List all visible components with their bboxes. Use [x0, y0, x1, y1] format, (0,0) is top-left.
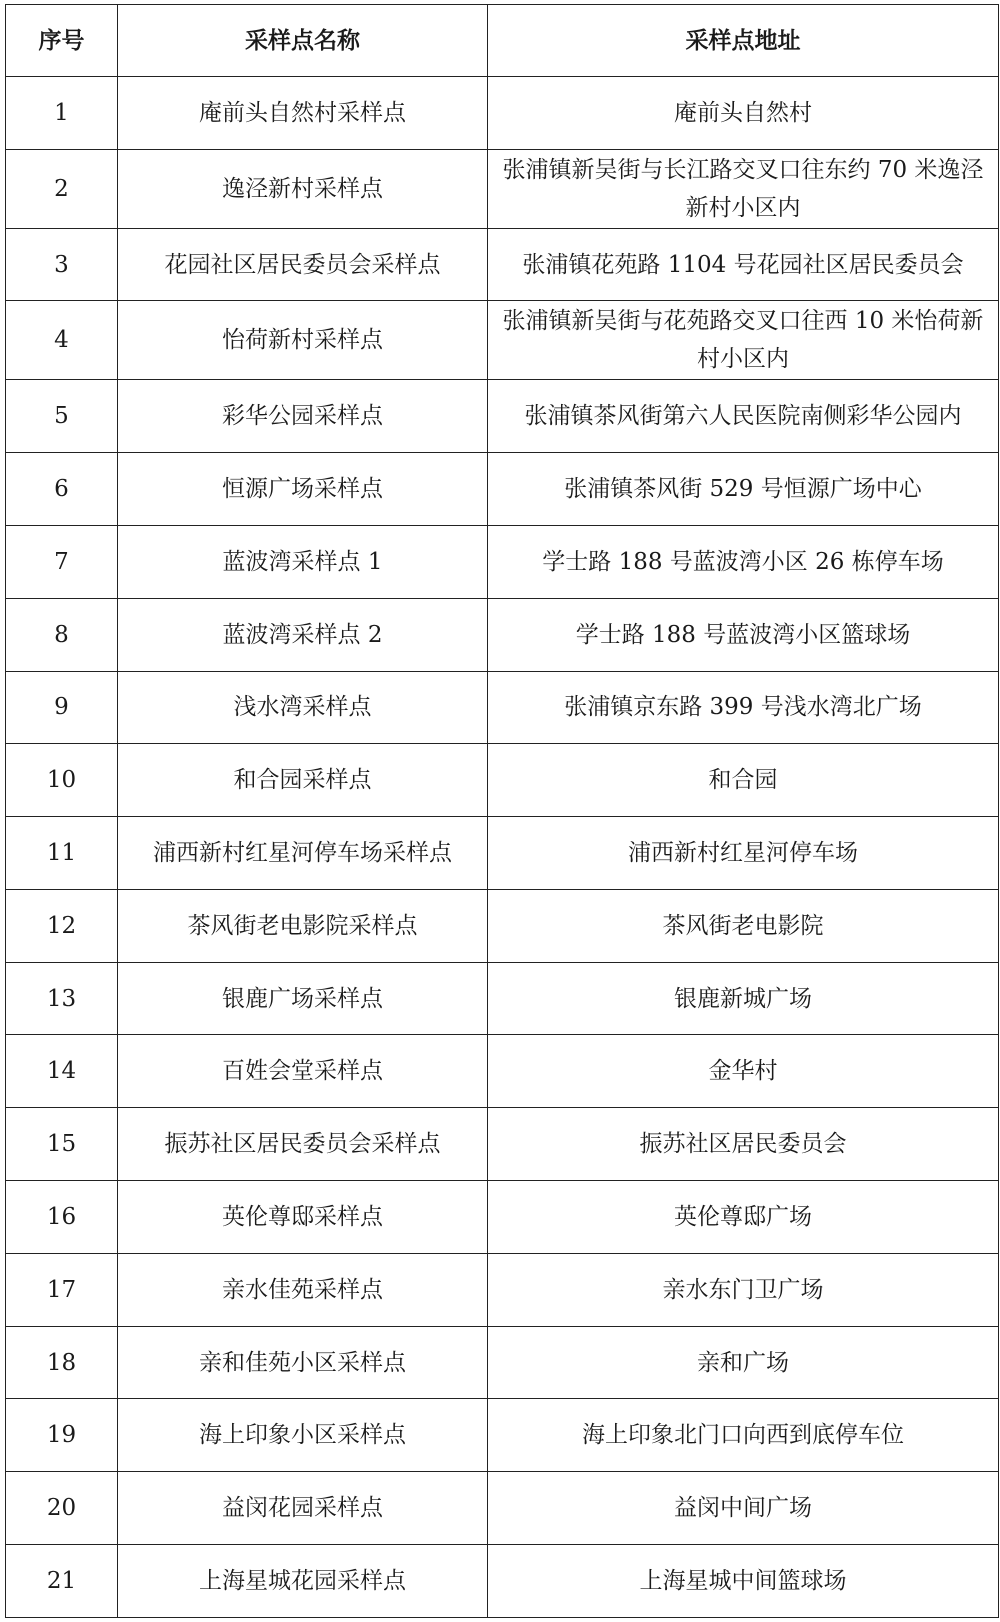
header-name: 采样点名称: [118, 5, 488, 77]
row-name: 逸泾新村采样点: [118, 149, 488, 228]
row-address: 张浦镇花苑路 1104 号花园社区居民委员会: [488, 228, 999, 301]
row-name: 恒源广场采样点: [118, 453, 488, 526]
row-no: 20: [6, 1472, 118, 1545]
row-address: 和合园: [488, 744, 999, 817]
row-name: 彩华公园采样点: [118, 380, 488, 453]
row-address: 银鹿新城广场: [488, 962, 999, 1035]
table-row: [6, 1472, 999, 1545]
row-name: 亲水佳苑采样点: [118, 1253, 488, 1326]
row-name: 银鹿广场采样点: [118, 962, 488, 1035]
row-address: 学士路 188 号蓝波湾小区 26 栋停车场: [488, 525, 999, 598]
table-row: [6, 1253, 999, 1326]
row-name: 浅水湾采样点: [118, 671, 488, 744]
row-no: 3: [6, 228, 118, 301]
table-row: [6, 453, 999, 526]
table-row: [6, 228, 999, 301]
row-address: 张浦镇京东路 399 号浅水湾北广场: [488, 671, 999, 744]
row-address: 张浦镇新吴街与长江路交叉口往东约 70 米逸泾新村小区内: [488, 149, 999, 228]
table-row: [6, 1035, 999, 1108]
row-name: 怡荷新村采样点: [118, 301, 488, 380]
header-address: 采样点地址: [488, 5, 999, 77]
row-address: 海上印象北门口向西到底停车位: [488, 1399, 999, 1472]
table-row: [6, 301, 999, 380]
row-address: 振苏社区居民委员会: [488, 1108, 999, 1181]
row-no: 1: [6, 77, 118, 150]
row-address: 庵前头自然村: [488, 77, 999, 150]
row-name: 蓝波湾采样点 1: [118, 525, 488, 598]
row-name: 上海星城花园采样点: [118, 1545, 488, 1618]
table-row: [6, 1181, 999, 1254]
row-no: 19: [6, 1399, 118, 1472]
row-name: 庵前头自然村采样点: [118, 77, 488, 150]
sampling-sites-table: [5, 4, 999, 1618]
table-row: [6, 1399, 999, 1472]
row-name: 花园社区居民委员会采样点: [118, 228, 488, 301]
table-row: [6, 962, 999, 1035]
row-address: 上海星城中间篮球场: [488, 1545, 999, 1618]
row-no: 2: [6, 149, 118, 228]
table-header-row: [6, 5, 999, 77]
table-row: [6, 1108, 999, 1181]
row-address: 茶风街老电影院: [488, 889, 999, 962]
row-no: 21: [6, 1545, 118, 1618]
row-no: 6: [6, 453, 118, 526]
table-row: [6, 598, 999, 671]
row-no: 13: [6, 962, 118, 1035]
table-row: [6, 77, 999, 150]
row-address: 学士路 188 号蓝波湾小区篮球场: [488, 598, 999, 671]
row-address: 张浦镇新吴街与花苑路交叉口往西 10 米怡荷新村小区内: [488, 301, 999, 380]
row-name: 茶风街老电影院采样点: [118, 889, 488, 962]
header-no: 序号: [6, 5, 118, 77]
row-address: 亲和广场: [488, 1326, 999, 1399]
row-name: 亲和佳苑小区采样点: [118, 1326, 488, 1399]
row-address: 亲水东门卫广场: [488, 1253, 999, 1326]
row-no: 5: [6, 380, 118, 453]
row-no: 4: [6, 301, 118, 380]
row-no: 16: [6, 1181, 118, 1254]
table-row: [6, 671, 999, 744]
row-no: 11: [6, 817, 118, 890]
table-row: [6, 380, 999, 453]
row-address: 英伦尊邸广场: [488, 1181, 999, 1254]
table-row: [6, 744, 999, 817]
row-name: 百姓会堂采样点: [118, 1035, 488, 1108]
table-row: [6, 1326, 999, 1399]
table-row: [6, 817, 999, 890]
row-address: 益闵中间广场: [488, 1472, 999, 1545]
row-no: 15: [6, 1108, 118, 1181]
row-name: 和合园采样点: [118, 744, 488, 817]
row-name: 英伦尊邸采样点: [118, 1181, 488, 1254]
row-no: 7: [6, 525, 118, 598]
row-no: 12: [6, 889, 118, 962]
row-no: 18: [6, 1326, 118, 1399]
row-name: 振苏社区居民委员会采样点: [118, 1108, 488, 1181]
row-no: 8: [6, 598, 118, 671]
table-row: [6, 1545, 999, 1618]
row-no: 17: [6, 1253, 118, 1326]
row-address: 张浦镇茶风街第六人民医院南侧彩华公园内: [488, 380, 999, 453]
row-name: 蓝波湾采样点 2: [118, 598, 488, 671]
table-row: [6, 525, 999, 598]
row-address: 金华村: [488, 1035, 999, 1108]
table-row: [6, 889, 999, 962]
row-address: 张浦镇茶风街 529 号恒源广场中心: [488, 453, 999, 526]
row-no: 9: [6, 671, 118, 744]
row-name: 浦西新村红星河停车场采样点: [118, 817, 488, 890]
table-row: [6, 149, 999, 228]
row-name: 海上印象小区采样点: [118, 1399, 488, 1472]
row-no: 14: [6, 1035, 118, 1108]
row-name: 益闵花园采样点: [118, 1472, 488, 1545]
row-address: 浦西新村红星河停车场: [488, 817, 999, 890]
row-no: 10: [6, 744, 118, 817]
